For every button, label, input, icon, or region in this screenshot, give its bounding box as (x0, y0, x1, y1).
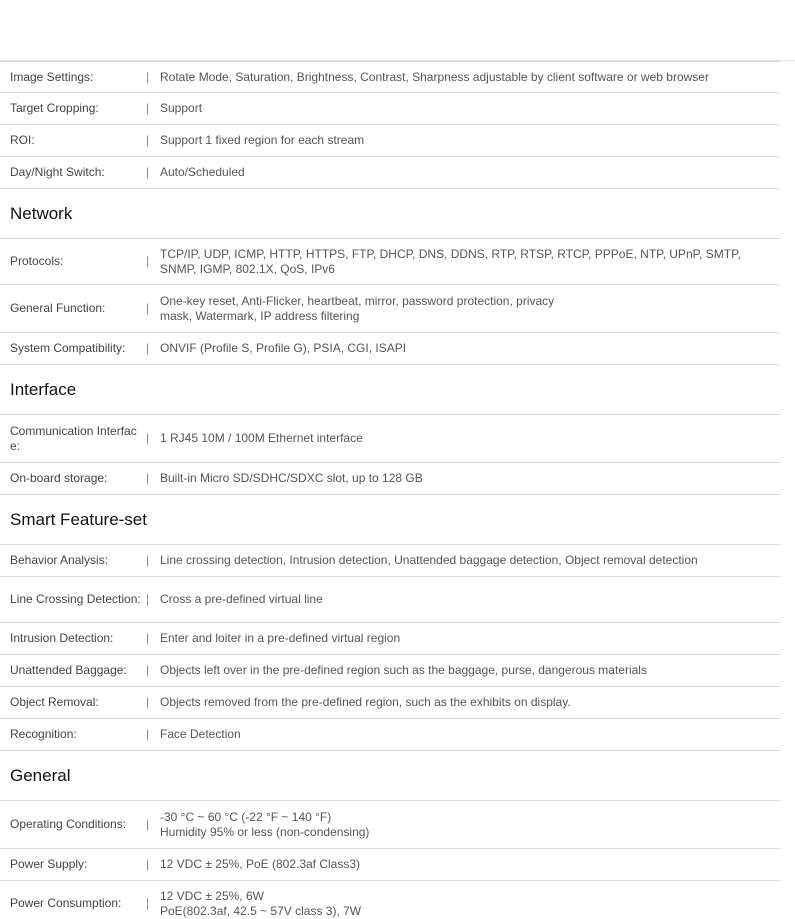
spec-value-line: Rotate Mode, Saturation, Brightness, Contrast, Sharpness adjustable by client software or web browser (160, 69, 709, 84)
spec-value-line: Face Detection (160, 727, 241, 741)
spec-value (160, 101, 780, 116)
spec-value (160, 341, 780, 356)
spec-value (160, 431, 780, 446)
spec-value (160, 727, 780, 742)
spec-label: ROI: (10, 133, 35, 147)
spec-row-power-consumption (0, 881, 780, 919)
spec-row-line-crossing-detection (0, 577, 780, 623)
section-title-smart-feature-set: Smart Feature-set (0, 495, 780, 545)
spec-value (160, 471, 780, 486)
spec-separator: | (146, 857, 150, 871)
spec-value (160, 889, 780, 919)
spec-separator: | (146, 133, 150, 147)
section-title-network: Network (0, 189, 780, 239)
spec-separator: | (146, 553, 150, 567)
spec-separator: | (146, 341, 150, 355)
spec-separator: | (146, 896, 150, 910)
spec-label: Unattended Baggage: (10, 663, 127, 677)
spec-value-line: Support 1 fixed region for each stream (160, 133, 365, 147)
spec-value-line: mask, Watermark, IP address filtering (160, 308, 360, 323)
spec-separator: | (146, 165, 150, 179)
spec-separator: | (146, 663, 150, 677)
spec-row-object-removal (0, 687, 780, 719)
spec-value (160, 663, 780, 678)
spec-label: Behavior Analysis: (10, 553, 109, 567)
spec-label: General Function: (10, 301, 106, 315)
spec-row-recognition (0, 719, 780, 751)
spec-label: Intrusion Detection: (10, 631, 114, 645)
spec-value (160, 553, 780, 568)
spec-value (160, 294, 780, 324)
spec-value-line: 12 VDC ± 25%, 6W (160, 888, 264, 903)
spec-value (160, 133, 780, 148)
spec-separator: | (146, 301, 150, 315)
spec-row-communication-interface (0, 415, 780, 463)
spec-value (160, 695, 780, 710)
spec-separator: | (146, 431, 150, 445)
spec-row-unattended-baggage (0, 655, 780, 687)
spec-row-protocols (0, 239, 780, 285)
spec-row-on-board-storage (0, 463, 780, 495)
spec-separator: | (146, 817, 150, 831)
spec-row-intrusion-detection (0, 623, 780, 655)
spec-value-line: Humidity 95% or less (non-condensing) (160, 824, 370, 839)
spec-label: Recognition: (10, 727, 77, 741)
spec-label: System Compatibility: (10, 341, 126, 355)
spec-value-line: Cross a pre-defined virtual line (160, 592, 323, 606)
spec-value-line: Line crossing detection, Intrusion detection, Unattended baggage detection, Object removal detection (160, 553, 698, 567)
spec-value-line: Support (160, 101, 203, 115)
spec-separator: | (146, 631, 150, 645)
section-title-interface: Interface (0, 365, 780, 415)
spec-value-line: One-key reset, Anti-Flicker, heartbeat, mirror, password protection, privacy (160, 293, 555, 308)
spec-separator: | (146, 69, 150, 84)
spec-label: On-board storage: (10, 471, 108, 485)
spec-value (160, 165, 780, 180)
spec-label: Power Consumption: (10, 896, 122, 910)
spec-value-line: PoE(802.3af, 42.5 ~ 57V class 3), 7W (160, 903, 362, 918)
spec-label: Line Crossing Detection: (10, 592, 141, 606)
spec-label: Target Cropping: (10, 101, 99, 115)
spec-label: Operating Conditions: (10, 817, 127, 831)
spec-value (160, 631, 780, 646)
spec-separator: | (146, 695, 150, 709)
spec-value-line: Objects removed from the pre-defined region, such as the exhibits on display. (160, 695, 571, 709)
spec-value-line: 1 RJ45 10M / 100M Ethernet interface (160, 431, 363, 445)
section-title-general: General (0, 751, 780, 801)
spec-separator: | (146, 592, 150, 606)
spec-value-line: ONVIF (Profile S, Profile G), PSIA, CGI, ISAPI (160, 341, 407, 355)
spec-value-line: -30 °C ~ 60 °C (-22 °F ~ 140 °F) (160, 809, 332, 824)
spec-value (160, 247, 780, 277)
top-blank-band (0, 0, 795, 61)
spec-separator: | (146, 727, 150, 741)
spec-value-line: Objects left over in the pre-defined region such as the baggage, purse, dangerous materials (160, 663, 647, 677)
spec-value (160, 810, 780, 840)
spec-row-image-settings (0, 61, 780, 93)
spec-row-operating-conditions (0, 801, 780, 849)
spec-row-general-function (0, 285, 780, 333)
spec-row-power-supply (0, 849, 780, 881)
spec-label: Object Removal: (10, 695, 99, 709)
spec-value-line: TCP/IP, UDP, ICMP, HTTP, HTTPS, FTP, DHCP, DNS, DDNS, RTP, RTSP, RTCP, PPPoE, NTP, UPnP, SMTP, SNMP, IGMP, 802.1X, QoS, IPv6 (160, 246, 741, 276)
spec-label: Communication Interface: (10, 423, 137, 453)
spec-label: Power Supply: (10, 857, 88, 871)
spec-row-day-night-switch (0, 157, 780, 189)
spec-value-line: Auto/Scheduled (160, 165, 245, 179)
spec-label: Image Settings: (10, 69, 94, 84)
spec-value-line: Built-in Micro SD/SDHC/SDXC slot, up to 128 GB (160, 471, 423, 485)
spec-separator: | (146, 471, 150, 485)
spec-value (160, 592, 780, 607)
spec-value (160, 857, 780, 872)
spec-row-roi (0, 125, 780, 157)
spec-value-line: 12 VDC ± 25%, PoE (802.3af Class3) (160, 857, 361, 871)
spec-value-line: Enter and loiter in a pre-defined virtual region (160, 631, 401, 645)
spec-row-system-compatibility (0, 333, 780, 365)
spec-value (160, 70, 780, 85)
spec-separator: | (146, 101, 150, 115)
spec-table (0, 61, 780, 919)
spec-label: Protocols: (10, 254, 64, 268)
spec-label: Day/Night Switch: (10, 165, 105, 179)
spec-row-target-cropping (0, 93, 780, 125)
spec-row-behavior-analysis (0, 545, 780, 577)
spec-separator: | (146, 254, 150, 268)
